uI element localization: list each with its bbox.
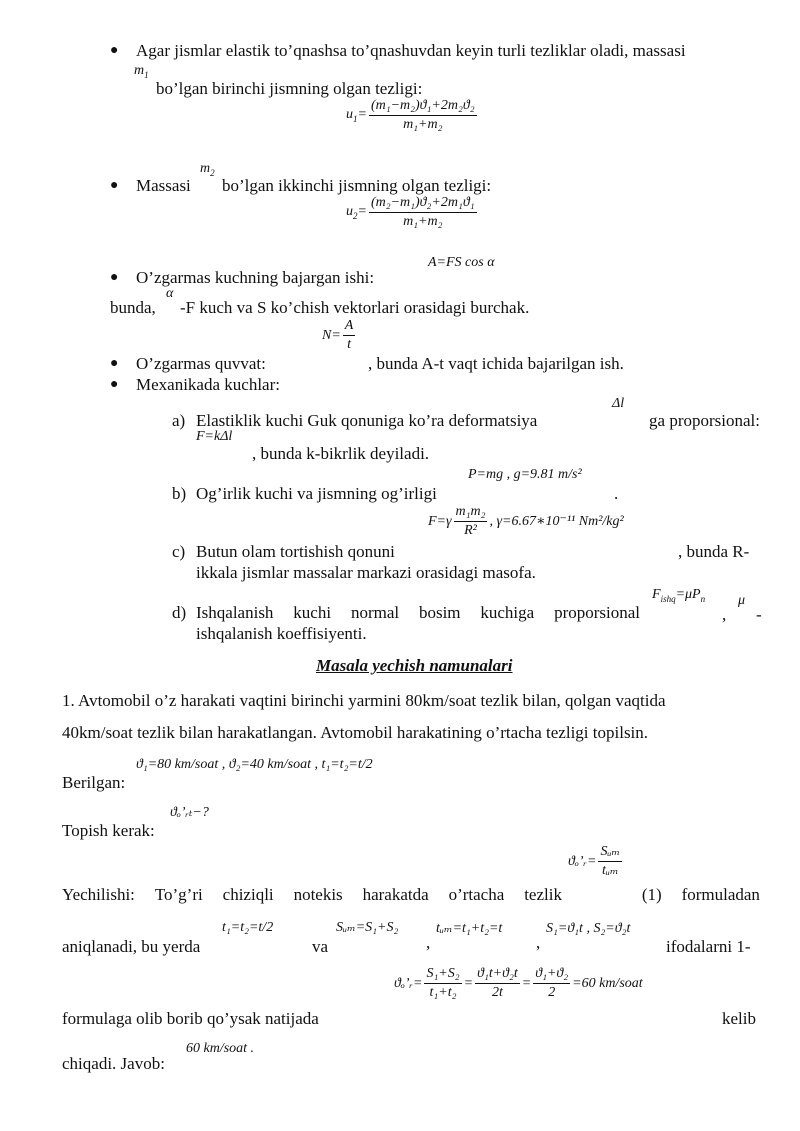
u2-numerator: (m₂−m₁)ϑ₂+2m₁ϑ₁ — [369, 195, 477, 213]
formula-hooke: F=kΔl — [196, 429, 233, 444]
bullet1-line2: bo’lgan birinchi jismning olgan tezligi: — [156, 79, 423, 98]
solution-line2-a: aniqlanadi, bu yerda — [62, 937, 201, 956]
solution-line2-comma1: , — [426, 933, 431, 952]
formula-t-half: t₁=t₂=t/2 — [222, 920, 274, 935]
grav-denominator: R² — [464, 523, 477, 538]
math-delta-l: Δl — [612, 396, 625, 411]
math-m2: $m_2$ — [200, 161, 215, 178]
bullet-dot: ● — [110, 377, 119, 392]
bullet4-text-b: , bunda A-t vaqt ichida bajarilgan ish. — [368, 354, 624, 373]
formula-answer: 60 km/soat . — [186, 1041, 255, 1056]
problem-line2: 40km/soat tezlik bilan harakatlangan. Avtomobil harakatining o’rtacha tezligi topilsin. — [62, 723, 649, 742]
solution-line4: chiqadi. Javob: — [62, 1054, 165, 1073]
bullet3-text: O’zgarmas kuchning bajargan ishi: — [136, 268, 375, 287]
bullet3-note-b: -F kuch va S ko’chish vektorlari orasidagi burchak. — [180, 298, 530, 317]
grav-numerator: m₁m₂ — [454, 504, 488, 522]
given-label: Berilgan: — [62, 773, 126, 792]
bullet5-text: Mexanikada kuchlar: — [136, 375, 280, 394]
solution-line2-comma2: , — [536, 933, 541, 952]
final-f2-denominator: 2t — [491, 985, 503, 1000]
formula-friction: $F_{ishq}=\mu P_n$ — [652, 587, 706, 604]
grav-rhs: , γ=6.67∗10⁻¹¹ Nm²/kg² — [489, 514, 624, 529]
force-d-dash: - — [756, 605, 762, 624]
bullet-dot: ● — [110, 43, 119, 58]
force-b-label: b) — [172, 484, 187, 503]
formula-final: ϑₒ’ᵣ= $\frac{\text{S₁+S₂}}{\text{t₁+t₂}}$ = $\frac{\text{ϑ₁t+ϑ₂t}}{2t}$ = $\frac{\text{ϑ₁+ϑ₂}}{2}$ =60 km/soat — [394, 966, 643, 1000]
force-d-comma: , — [722, 605, 727, 624]
final-f2-numerator: ϑ₁t+ϑ₂t — [475, 966, 520, 984]
math-alpha: α — [166, 286, 174, 301]
force-c-line2: ikkala jismlar massalar markazi orasidagi masofa. — [196, 563, 536, 582]
force-a-label: a) — [172, 411, 186, 430]
solution-line1: Yechilishi: To’g’ri chiziqli notekis harakatda o’rtacha tezlik (1) formuladan — [62, 885, 760, 904]
force-d-line2: ishqalanish koeffisiyenti. — [196, 624, 367, 643]
solution-line2-end: ifodalarni 1- — [666, 937, 751, 956]
final-lhs: ϑₒ’ᵣ= — [394, 975, 423, 991]
bullet2-text-b: bo’lgan ikkinchi jismning olgan tezligi: — [222, 176, 492, 195]
grav-lhs: F=γ — [428, 513, 452, 529]
formula-s-um: Sᵤₘ=S₁+S₂ — [336, 920, 399, 935]
formula-t-um: tᵤₘ=t₁+t₂=t — [436, 921, 503, 936]
u2-lhs: $u_2=$ — [346, 204, 367, 221]
vavg-lhs: ϑₒ’ᵣ= — [568, 853, 597, 869]
bullet-dot: ● — [110, 178, 119, 193]
force-c-text-b: , bunda R- — [678, 542, 750, 561]
bullet3-note-a: bunda, — [110, 298, 156, 317]
math-mu: μ — [738, 593, 746, 608]
final-f3-numerator: ϑ₁+ϑ₂ — [533, 966, 570, 984]
problem-line1: 1. Avtomobil o’z harakati vaqtini birinchi yarmini 80km/soat tezlik bilan, qolgan vaqtida — [62, 691, 666, 710]
formula-gravity — [428, 504, 624, 539]
u2-denominator: m₁+m₂ — [403, 214, 443, 229]
formula-u1 — [346, 98, 479, 133]
bullet4-text-a: O’zgarmas quvvat: — [136, 354, 266, 373]
formula-weight: P=mg , g=9.81 m/s² — [468, 467, 582, 482]
bullet-dot: ● — [110, 270, 119, 285]
solution-line3-b: kelib — [722, 1009, 756, 1028]
u1-lhs: $u_1=$ — [346, 107, 367, 124]
final-rhs: =60 km/soat — [572, 975, 643, 991]
force-d-label: d) — [172, 603, 187, 622]
force-b-end: . — [614, 484, 619, 503]
force-b-text: Og’irlik kuchi va jismning og’irligi — [196, 484, 437, 503]
force-c-label: c) — [172, 542, 186, 561]
math-m1: $m_1$ — [134, 63, 149, 80]
formula-s-parts: S₁=ϑ₁t , S₂=ϑ₂t — [546, 921, 631, 936]
formula-work: A=FS cos α — [428, 255, 495, 270]
formula-find: ϑₒ’ᵣₜ−? — [170, 805, 209, 820]
solution-line3-a: formulaga olib borib qo’ysak natijada — [62, 1009, 319, 1028]
formula-given: ϑ₁=80 km/soat , ϑ₂=40 km/soat , t₁=t₂=t/2 — [136, 757, 373, 772]
force-c-text-a: Butun olam tortishish qonuni — [196, 542, 395, 561]
force-d-text: Ishqalanish kuchi normal bosim kuchiga proporsional — [196, 603, 640, 622]
solution-line2-va: va — [312, 937, 329, 956]
force-a-line1: Elastiklik kuchi Guk qonuniga ko’ra deformatsiya ga proporsional: — [196, 411, 760, 430]
final-f3-denominator: 2 — [548, 985, 556, 1000]
formula-vavg — [568, 844, 624, 879]
bullet2-text-a: Massasi — [136, 176, 191, 195]
power-numerator: A — [343, 318, 356, 336]
u1-denominator: m₁+m₂ — [403, 117, 443, 132]
formula-power — [322, 318, 357, 353]
formula-u2 — [346, 195, 479, 230]
vavg-numerator: Sᵤₘ — [598, 844, 622, 862]
bullet1-line1: Agar jismlar elastik to’qnashsa to’qnashuvdan keyin turli tezliklar oladi, massasi — [136, 41, 686, 60]
bullet-dot: ● — [110, 356, 119, 371]
force-a-line2: , bunda k-bikrlik deyiladi. — [252, 444, 430, 463]
power-lhs: N= — [322, 327, 341, 343]
find-label: Topish kerak: — [62, 821, 155, 840]
final-f1-numerator: S₁+S₂ — [424, 966, 461, 984]
power-denominator: t — [347, 337, 352, 352]
final-f1-denominator: t₁+t₂ — [429, 985, 457, 1000]
u1-numerator: (m₁−m₂)ϑ₁+2m₂ϑ₂ — [369, 98, 477, 116]
vavg-denominator: tᵤₘ — [601, 863, 619, 878]
section-title: Masala yechish namunalari — [316, 656, 513, 675]
